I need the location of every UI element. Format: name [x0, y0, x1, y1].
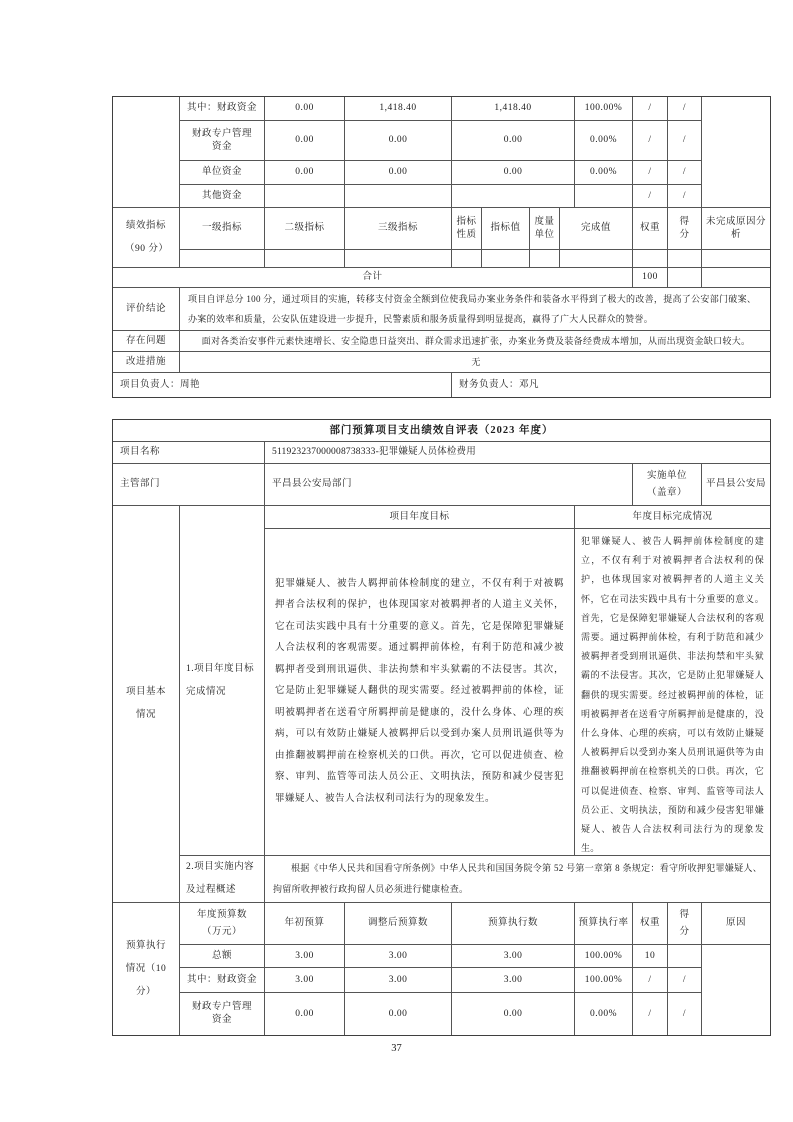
annual-goal-paragraph: 犯罪嫌疑人、被告人羁押前体检制度的建立，不仅有利于对被羁押者合法权利的保护，也体现国家对被羁押者的人道主义关怀，它在司法实践中具有十分重要的意义。首先，它是保障犯罪嫌疑人合法权利的客观需要。通过羁押前体检，有利于防范和减少被羁押者受到刑讯逼供、非法拘禁和牢头狱霸的不法侵害。其次，它是防止犯罪嫌疑人翻供的现实需要。经过被羁押前的体检，证明被羁押者在送看守所羁押前是健康的，没什么身体、心理的疾病，可以有效防止嫌疑人被羁押后以受到办案人员刑讯逼供等为由推翻被羁押前在检察机关的口供。再次，它可以促进侦查、检察、审判、监管等司法人员公正、文明执法，预防和减少侵害犯罪嫌疑人、被告人合法权利司法行为的现象发生。: [275, 578, 564, 804]
prev-section-continuation-cell: [113, 97, 180, 208]
score-value: /: [668, 993, 702, 1035]
score-value: /: [668, 968, 702, 993]
weight-value: /: [633, 161, 668, 185]
self-evaluation-table-2023: [112, 419, 771, 1036]
indicator-empty-cell: [452, 250, 482, 268]
budget-execution-section-label: 预算执行情况（10 分）: [113, 903, 180, 1035]
score-value: /: [668, 185, 702, 208]
indicator-header: 得分: [668, 208, 702, 250]
department-value: 平昌县公安局部门: [265, 464, 633, 506]
weight-value: /: [633, 97, 668, 121]
budget-header-weight: 权重: [633, 903, 668, 945]
project-name-value: 511923237000008738333-犯罪嫌疑人员体检费用: [265, 442, 770, 464]
budget-header-row-label: 年度预算数（万元）: [180, 903, 265, 945]
indicator-empty-cell: [265, 250, 345, 268]
execution-rate-value: 0.00%: [575, 121, 633, 161]
weight-value: /: [633, 968, 668, 993]
adjusted-budget-value: 3.00: [345, 968, 452, 993]
indicator-empty-cell: [530, 250, 560, 268]
existing-problems-label: 存在问题: [113, 331, 180, 352]
initial-budget-value: 0.00: [265, 161, 345, 185]
executed-budget-value: 3.00: [452, 968, 575, 993]
score-value: /: [668, 121, 702, 161]
indicator-empty-cell: [633, 250, 668, 268]
indicator-empty-cell: [702, 250, 770, 268]
adjusted-budget-value: 0.00: [345, 161, 452, 185]
indicator-header: 指标性质: [452, 208, 482, 250]
execution-rate-value: 100.00%: [575, 968, 633, 993]
total-weight-value: 100: [633, 268, 668, 288]
page-number: 37: [391, 1043, 402, 1054]
basic-info-section-label: 项目基本情况: [113, 506, 180, 903]
indicator-header: 度量单位: [530, 208, 560, 250]
executed-budget-value: 1,418.40: [452, 97, 575, 121]
executed-budget-value: 0.00: [452, 161, 575, 185]
execution-rate-value: 0.00%: [575, 161, 633, 185]
indicator-empty-cell: [560, 250, 633, 268]
budget-header-reason: 原因: [702, 903, 770, 945]
initial-budget-value: 3.00: [265, 945, 345, 968]
budget-row-label: 总额: [180, 945, 265, 968]
budget-header-executed: 预算执行数: [452, 903, 575, 945]
indicator-empty-cell: [345, 250, 452, 268]
executed-budget-value: 0.00: [452, 121, 575, 161]
improvement-measures-text: 无: [180, 352, 770, 373]
goal-row-label: 1.项目年度目标完成情况: [180, 506, 265, 856]
goal-completion-header: 年度目标完成情况: [575, 506, 770, 529]
total-score-cell: [668, 268, 702, 288]
indicator-header: 二级指标: [265, 208, 345, 250]
executed-budget-value: 3.00: [452, 945, 575, 968]
project-manager: 项目负责人：周艳: [113, 373, 452, 397]
adjusted-budget-value: 0.00: [345, 121, 452, 161]
funding-source-label: 单位资金: [180, 161, 265, 185]
reason-merged-cell: [702, 97, 770, 208]
budget-header-initial: 年初预算: [265, 903, 345, 945]
table-title: 部门预算项目支出绩效自评表（2023 年度）: [113, 420, 770, 442]
funding-source-label: 其他资金: [180, 185, 265, 208]
performance-indicator-section-label: 绩效指标（90 分）: [113, 208, 180, 268]
indicator-empty-cell: [482, 250, 530, 268]
improvement-measures-label: 改进措施: [113, 352, 180, 373]
indicator-empty-cell: [180, 250, 265, 268]
evaluation-conclusion-label: 评价结论: [113, 288, 180, 331]
initial-budget-value: 3.00: [265, 968, 345, 993]
adjusted-budget-value: 1,418.40: [345, 97, 452, 121]
budget-header-rate: 预算执行率: [575, 903, 633, 945]
evaluation-conclusion-text: 项目自评总分 100 分，通过项目的实施，转移支付资金全额到位使我局办案业务条件和装备水平得到了极大的改善，提高了公安部门破案、办案的效率和质量，公安队伍建设进一步提升，民警素质和服务质量得到明显提高，赢得了广大人民群众的赞誉。: [180, 288, 770, 331]
adjusted-budget-value: [345, 185, 452, 208]
funding-source-label: 其中：财政资金: [180, 97, 265, 121]
implementing-unit-value: 平昌县公安局: [702, 464, 770, 506]
initial-budget-value: 0.00: [265, 97, 345, 121]
implementation-row-label: 2.项目实施内容及过程概述: [180, 856, 265, 903]
adjusted-budget-value: 0.00: [345, 993, 452, 1035]
weight-value: /: [633, 993, 668, 1035]
reason-merged-cell: [702, 945, 770, 1035]
implementing-unit-label: 实施单位（盖章）: [633, 464, 702, 506]
budget-row-label: 其中：财政资金: [180, 968, 265, 993]
implementation-text: [265, 856, 770, 903]
finance-manager: 财务负责人：邓凡: [459, 379, 540, 390]
budget-header-adjusted: 调整后预算数: [345, 903, 452, 945]
total-reason-cell: [702, 268, 770, 288]
execution-rate-value: [575, 185, 633, 208]
annual-goal-header: 项目年度目标: [265, 506, 575, 529]
implementation-paragraph: 根据《中华人民共和国看守所条例》中华人民共和国国务院令第 52 号第一章第 8 条规定：看守所收押犯罪嫌疑人、拘留所收押被行政拘留人员必须进行健康检查。: [273, 863, 763, 894]
project-name-label: 项目名称: [113, 442, 265, 464]
score-value: [668, 945, 702, 968]
weight-value: /: [633, 121, 668, 161]
executed-budget-value: [452, 185, 575, 208]
indicator-header: 权重: [633, 208, 668, 250]
executed-budget-value: 0.00: [452, 993, 575, 1035]
budget-header-score: 得分: [668, 903, 702, 945]
goal-completion-text: [575, 529, 770, 856]
indicator-header: 一级指标: [180, 208, 265, 250]
budget-row-label: 财政专户管理资金: [180, 993, 265, 1035]
indicator-header: 未完成原因分析: [702, 208, 770, 250]
total-label: 合计: [113, 268, 633, 288]
goal-completion-paragraph: 犯罪嫌疑人、被告人羁押前体检制度的建立，不仅有利于对被羁押者合法权利的保护，也体现国家对被羁押者的人道主义关怀，它在司法实践中具有十分重要的意义。首先，它是保障犯罪嫌疑人合法权利的客观需要。通过羁押前体检，有利于防范和减少被羁押者受到刑讯逼供、非法拘禁和牢头狱霸的不法侵害。其次，它是防止犯罪嫌疑人翻供的现实需要。经过被羁押前的体检，证明被羁押者在送看守所羁押前是健康的，没什么身体、心理的疾病，可以有效防止嫌疑人被羁押后以受到办案人员刑讯逼供等为由推翻被羁押前在检察机关的口供。再次，它可以促进侦查、检察、审判、监管等司法人员公正、文明执法，预防和减少侵害犯罪嫌疑人、被告人合法权利司法行为的现象发生。: [581, 536, 764, 854]
execution-rate-value: 100.00%: [575, 945, 633, 968]
performance-evaluation-table-continued: [112, 96, 771, 398]
adjusted-budget-value: 3.00: [345, 945, 452, 968]
indicator-header: 指标值: [482, 208, 530, 250]
department-label: 主管部门: [113, 464, 265, 506]
existing-problems-text: 面对各类治安事件元素快速增长、安全隐患日益突出、群众需求迅速扩张，办案业务费及装备经费成本增加，从而出现资金缺口较大。: [180, 331, 770, 352]
indicator-empty-cell: [668, 250, 702, 268]
initial-budget-value: 0.00: [265, 121, 345, 161]
annual-goal-text: [265, 529, 575, 856]
initial-budget-value: [265, 185, 345, 208]
weight-value: /: [633, 185, 668, 208]
indicator-header: 完成值: [560, 208, 633, 250]
funding-source-label: 财政专户管理资金: [180, 121, 265, 161]
initial-budget-value: 0.00: [265, 993, 345, 1035]
indicator-header: 三级指标: [345, 208, 452, 250]
execution-rate-value: 0.00%: [575, 993, 633, 1035]
weight-value: 10: [633, 945, 668, 968]
execution-rate-value: 100.00%: [575, 97, 633, 121]
score-value: /: [668, 97, 702, 121]
score-value: /: [668, 161, 702, 185]
